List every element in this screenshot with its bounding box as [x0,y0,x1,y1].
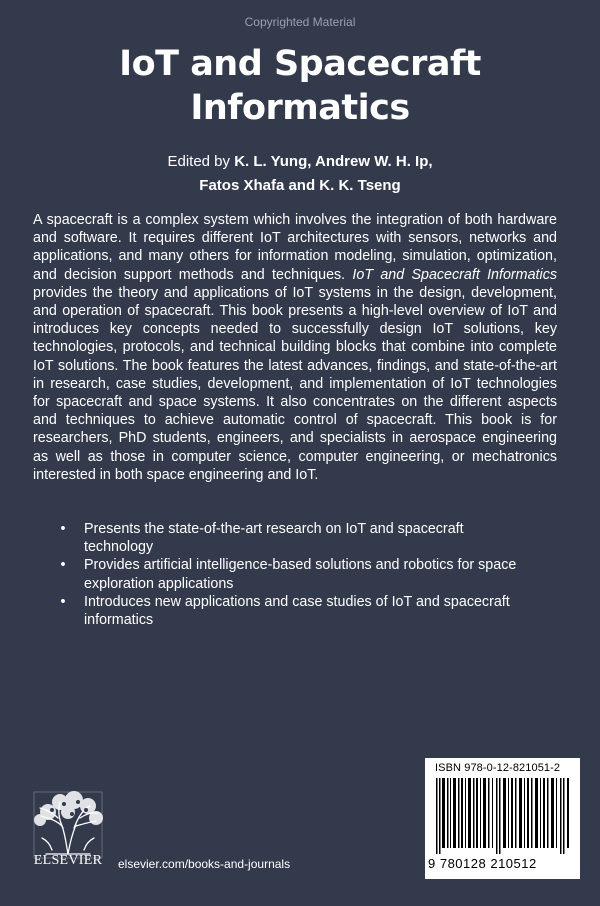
editors-prefix: Edited by [167,153,235,170]
description-italic-title: IoT and Spacecraft Informatics [352,266,557,283]
isbn-label: ISBN 978-0-12-821051-2 [435,762,561,774]
barcode-bars [430,778,576,854]
editor-names-1: K. L. Yung, Andrew W. H. Ip, [234,153,433,170]
editors-line-2 [0,174,600,198]
publisher-name: ELSEVIER [33,853,103,868]
bullet-marker: • [60,521,66,537]
bullet-marker: • [60,593,66,610]
editors [0,150,600,198]
editors-line-1 [0,150,600,174]
feature-text: Presents the state-of-the-art research on IoT and spacecraft technology [84,521,464,556]
editor-names-2: Fatos Xhafa and K. K. Tseng [199,177,401,194]
feature-item [58,520,528,556]
feature-text: Provides artificial intelligence-based solutions and robotics for space exploration applications [84,557,517,592]
book-description [33,211,557,484]
title-line-1: IoT and Spacecraft [119,44,481,84]
title-line-2: Informatics [190,88,410,128]
feature-text: Introduces new applications and case studies of IoT and spacecraft informatics [84,593,510,629]
publisher-website: elsevier.com/books-and-journals [118,857,291,871]
description-part-1: A spacecraft is a complex system which involves the integration of both hardware and software. It requires different IoT architectures with sensors, networks and applications, and many others for information modeling, simulation, optimization, and decision support methods and techniques. [33,212,557,283]
watermark: Copyrighted Material [244,15,356,29]
book-title [0,42,600,130]
isbn-digits: 9 780128 210512 [428,856,537,871]
feature-item [58,556,528,592]
isbn-barcode [425,758,580,879]
feature-item [58,593,528,629]
description-part-2: provides the theory and applications of IoT systems in the design, development, and operation of spacecraft. This book presents a high-level overview of IoT and introduces key concepts needed to successfully design IoT solutions, key technologies, protocols, and technical building blocks that combine into complete IoT solutions. The book features the latest advances, findings, and state-of-the-art in research, case studies, development, and implementation of IoT technologies for spacecraft and space systems. It also concentrates on the different aspects and techniques to achieve automatic control of spacecraft. This book is for researchers, PhD students, engineers, and specialists in aerospace engineering as well as those in computer science, computer engineering, or mechatronics interested in both space engineering and IoT. [33,284,557,483]
feature-list [58,520,528,629]
bullet-marker: • [60,557,66,574]
